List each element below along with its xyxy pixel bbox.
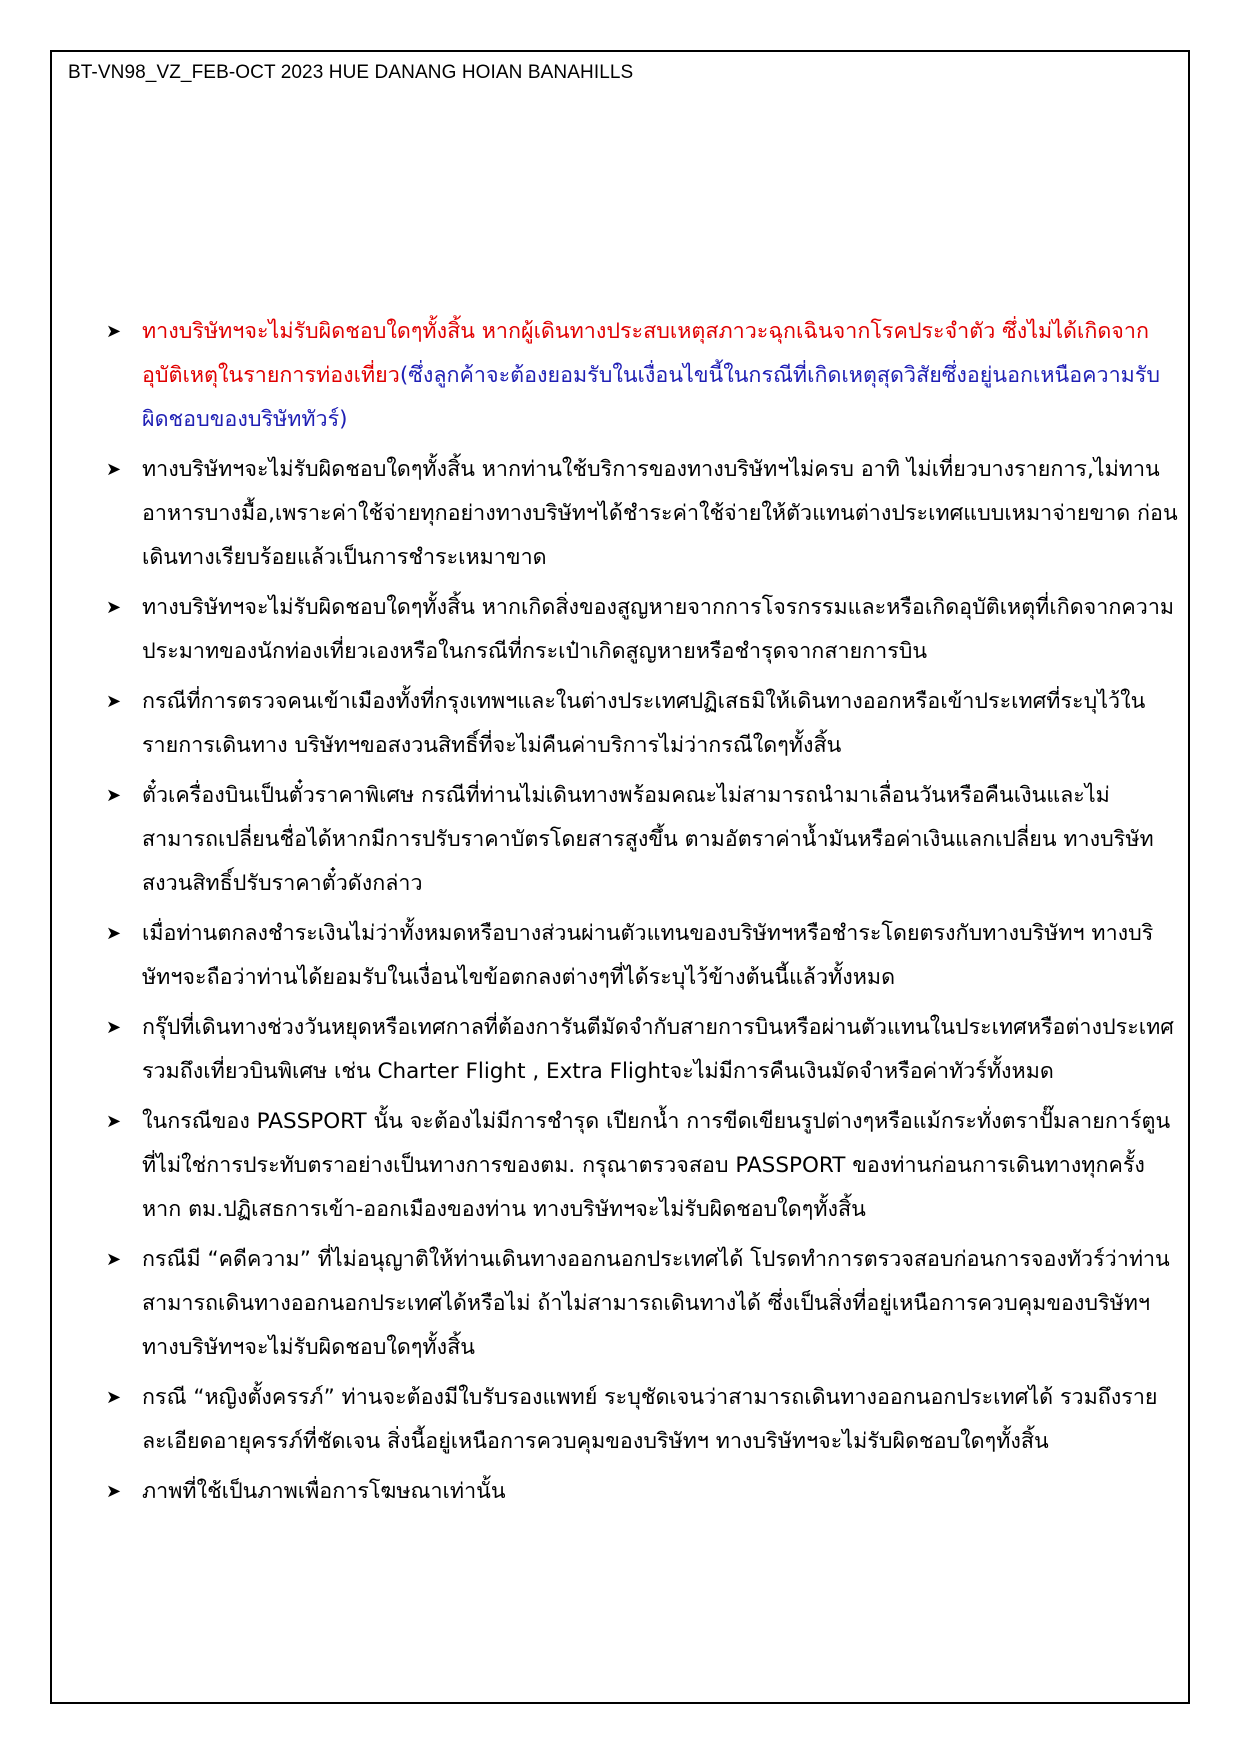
arrowhead-bullet-icon: ➤ <box>106 1017 122 1038</box>
arrowhead-bullet-icon: ➤ <box>106 785 122 806</box>
arrowhead-bullet-icon: ➤ <box>106 923 122 944</box>
arrowhead-bullet-icon: ➤ <box>106 691 122 712</box>
term-text: กรณีมี “คดีความ” ที่ไม่อนุญาติให้ท่านเดินทางออกนอกประเทศได้ โปรดทำการตรวจสอบก่อนการจองทัวร์ว่าท่านสามารถเดินทางออกนอกประเทศได้หรือไม่ ถ้าไม่สามารถเดินทางได้ ซึ่งเป็นสิ่งที่อยู่เหนือการควบคุมของบริษัทฯ ทางบริษัทฯจะไม่รับผิดชอบใดๆทั้งสิ้น <box>142 1247 1170 1360</box>
term-item <box>102 680 1182 768</box>
term-text: ภาพที่ใช้เป็นภาพเพื่อการโฆษณาเท่านั้น <box>142 1479 506 1504</box>
term-item <box>102 912 1182 1000</box>
term-item <box>102 586 1182 674</box>
term-text: ตั๋วเครื่องบินเป็นตั๋วราคาพิเศษ กรณีที่ท่านไม่เดินทางพร้อมคณะไม่สามารถนำมาเลื่อนวันหรือคืนเงินและไม่สามารถเปลี่ยนชื่อได้หากมีการปรับราคาบัตรโดยสารสูงขึ้น ตามอัตราค่าน้ำมันหรือค่าเงินแลกเปลี่ยน ทางบริษัท สงวนสิทธิ์ปรับราคาตั๋วดังกล่าว <box>142 783 1154 896</box>
term-item <box>102 1238 1182 1370</box>
arrowhead-bullet-icon: ➤ <box>106 1481 122 1502</box>
term-text: กรุ๊ปที่เดินทางช่วงวันหยุดหรือเทศกาลที่ต้องการันตีมัดจำกับสายการบินหรือผ่านตัวแทนในประเทศหรือต่างประเทศ รวมถึงเที่ยวบินพิเศษ เช่น Charter Flight , Extra Flightจะไม่มีการคืนเงินมัดจำหรือค่าทัวร์ทั้งหมด <box>142 1015 1174 1084</box>
arrowhead-bullet-icon: ➤ <box>106 1249 122 1270</box>
term-item <box>102 1100 1182 1232</box>
term-item <box>102 1376 1182 1464</box>
term-item <box>102 310 1182 442</box>
term-text-warning: ทางบริษัทฯจะไม่รับผิดชอบใดๆทั้งสิ้น หากผู้เดินทางประสบเหตุสภาวะฉุกเฉินจากโรคประจำตัว ซึ่งไม่ได้เกิดจากอุบัติเหตุในรายการท่องเที่ยว <box>142 319 1149 388</box>
arrowhead-bullet-icon: ➤ <box>106 1387 122 1408</box>
term-text: ทางบริษัทฯจะไม่รับผิดชอบใดๆทั้งสิ้น หากเกิดสิ่งของสูญหายจากการโจรกรรมและหรือเกิดอุบัติเหตุที่เกิดจากความประมาทของนักท่องเที่ยวเองหรือในกรณีที่กระเป๋าเกิดสูญหายหรือชำรุดจากสายการบิน <box>142 595 1175 664</box>
term-text: เมื่อท่านตกลงชำระเงินไม่ว่าทั้งหมดหรือบางส่วนผ่านตัวแทนของบริษัทฯหรือชำระโดยตรงกับทางบริษัทฯ ทางบริษัทฯจะถือว่าท่านได้ยอมรับในเงื่อนไขข้อตกลงต่างๆที่ได้ระบุไว้ข้างต้นนี้แล้วทั้งหมด <box>142 921 1154 990</box>
term-item <box>102 1006 1182 1094</box>
document-code: BT-VN98_VZ_FEB-OCT 2023 HUE DANANG HOIAN BANAHILLS <box>68 62 634 83</box>
document-frame <box>50 50 1190 1704</box>
term-text-note: (ซึ่งลูกค้าจะต้องยอมรับในเงื่อนไขนี้ในกรณีที่เกิดเหตุสุดวิสัยซึ่งอยู่นอกเหนือความรับผิดชอบของบริษัททัวร์) <box>142 363 1161 432</box>
terms-list <box>102 310 1182 1520</box>
arrowhead-bullet-icon: ➤ <box>106 1111 122 1132</box>
term-text: กรณี “หญิงตั้งครรภ์” ท่านจะต้องมีใบรับรองแพทย์ ระบุชัดเจนว่าสามารถเดินทางออกนอกประเทศได้ รวมถึงรายละเอียดอายุครรภ์ที่ชัดเจน สิ่งนี้อยู่เหนือการควบคุมของบริษัทฯ ทางบริษัทฯจะไม่รับผิดชอบใดๆทั้งสิ้น <box>142 1385 1158 1454</box>
term-text: กรณีที่การตรวจคนเข้าเมืองทั้งที่กรุงเทพฯและในต่างประเทศปฏิเสธมิให้เดินทางออกหรือเข้าประเทศที่ระบุไว้ในรายการเดินทาง บริษัทฯขอสงวนสิทธิ์ที่จะไม่คืนค่าบริการไม่ว่ากรณีใดๆทั้งสิ้น <box>142 689 1146 758</box>
arrowhead-bullet-icon: ➤ <box>106 321 122 342</box>
arrowhead-bullet-icon: ➤ <box>106 597 122 618</box>
term-text: ทางบริษัทฯจะไม่รับผิดชอบใดๆทั้งสิ้น หากท่านใช้บริการของทางบริษัทฯไม่ครบ อาทิ ไม่เที่ยวบางรายการ,ไม่ทานอาหารบางมื้อ,เพราะค่าใช้จ่ายทุกอย่างทางบริษัทฯได้ชำระค่าใช้จ่ายให้ตัวแทนต่างประเทศแบบเหมาจ่ายขาด ก่อนเดินทางเรียบร้อยแล้วเป็นการชำระเหมาขาด <box>142 457 1178 570</box>
term-item <box>102 774 1182 906</box>
term-item <box>102 448 1182 580</box>
term-item <box>102 1470 1182 1514</box>
term-text: ในกรณีของ PASSPORT นั้น จะต้องไม่มีการชำรุด เปียกน้ำ การขีดเขียนรูปต่างๆหรือแม้กระทั่งตราปั๊มลายการ์ตูน ที่ไม่ใช่การประทับตราอย่างเป็นทางการของตม. กรุณาตรวจสอบ PASSPORT ของท่านก่อนการเดินทางทุกครั้ง หาก ตม.ปฏิเสธการเข้า-ออกเมืองของท่าน ทางบริษัทฯจะไม่รับผิดชอบใดๆทั้งสิ้น <box>142 1109 1171 1222</box>
arrowhead-bullet-icon: ➤ <box>106 459 122 480</box>
